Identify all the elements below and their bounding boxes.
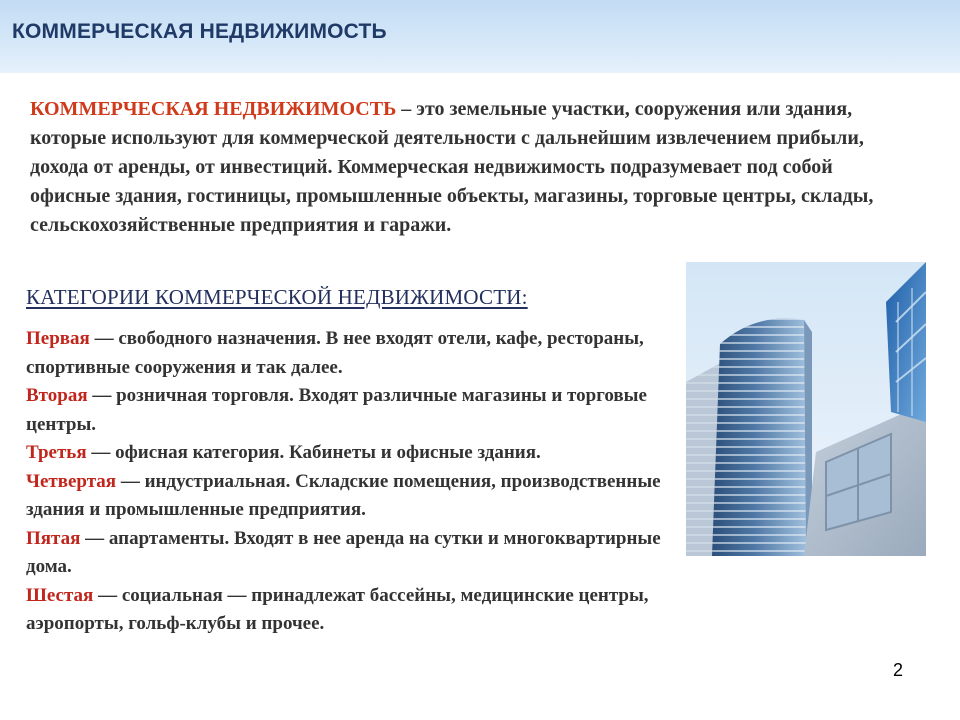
- intro-definition: – это земельные участки, сооружения или здания, которые используют для коммерческой деятельности с дальнейшим извлечением прибыли, дохода от аренды, от инвестиций. Коммерческая недвижимость подразумевает под собой офисные здания, гостиницы, промышленные объекты, магазины, торговые центры, склады, сельскохозяйственные предприятия и гаражи.: [30, 98, 874, 236]
- category-item: [26, 325, 686, 382]
- categories-title: КАТЕГОРИИ КОММЕРЧЕСКОЙ НЕДВИЖИМОСТИ:: [26, 285, 528, 309]
- category-name: Третья: [26, 442, 87, 463]
- slide-header: [0, 0, 960, 73]
- category-separator: —: [86, 442, 116, 463]
- category-description: социальная — принадлежат бассейны, медицинские центры, аэропорты, гольф-клубы и прочее.: [26, 584, 649, 634]
- category-separator: —: [89, 328, 119, 349]
- category-description: свободного назначения. В нее входят отели, кафе, рестораны, спортивные сооружения и так далее.: [26, 328, 644, 378]
- category-item: [26, 525, 686, 582]
- categories-list: [26, 325, 686, 639]
- category-separator: —: [116, 470, 145, 492]
- category-name: Пятая: [26, 527, 81, 549]
- category-name: Вторая: [26, 385, 88, 406]
- intro-term: КОММЕРЧЕСКАЯ НЕДВИЖИМОСТЬ: [30, 98, 397, 120]
- category-item: [26, 439, 686, 468]
- category-item: [26, 582, 686, 639]
- intro-paragraph: [30, 95, 910, 240]
- category-name: Четвертая: [26, 470, 117, 492]
- slide-title: КОММЕРЧЕСКАЯ НЕДВИЖИМОСТЬ: [12, 20, 387, 43]
- page-number: 2: [893, 660, 904, 680]
- category-description: розничная торговля. Входят различные магазины и торговые центры.: [26, 385, 647, 435]
- category-item: [26, 468, 686, 525]
- category-description: офисная категория. Кабинеты и офисные здания.: [115, 442, 541, 463]
- category-separator: —: [80, 527, 109, 549]
- category-description: апартаменты. Входят в нее аренда на сутки и многоквартирные дома.: [26, 527, 661, 577]
- category-name: Первая: [26, 328, 90, 349]
- category-item: [26, 382, 686, 439]
- category-separator: —: [87, 385, 117, 406]
- category-separator: —: [93, 584, 122, 606]
- category-name: Шестая: [26, 584, 94, 606]
- category-description: индустриальная. Складские помещения, производственные здания и промышленные предприятия.: [26, 470, 661, 520]
- building-photo: [686, 262, 926, 556]
